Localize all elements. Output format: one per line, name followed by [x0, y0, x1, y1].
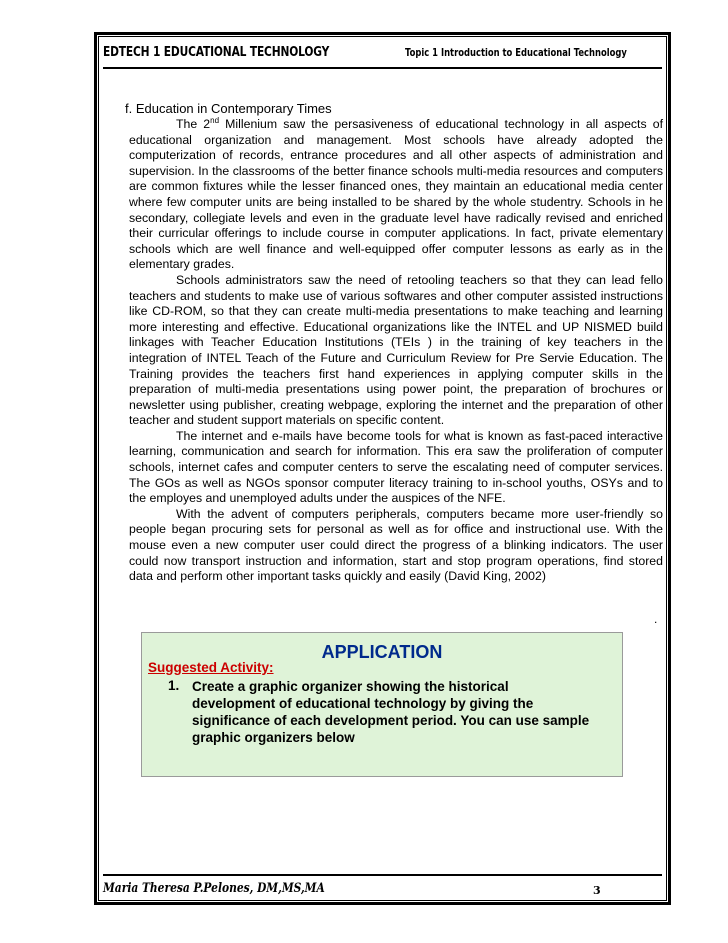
paragraph-1-rest: Millenium saw the persasiveness of educational technology in all aspects of educational organization and management. Most schools have already adopted the computerization of records, entrance procedures and all other aspects of administration and supervision. In the classrooms of the better finance schools multi-media resources and computers are common fixtures while the lesser financed ones, they maintain an educational media center where few computer units are being installed to be shared by the whole studentry. Schools in he secondary, collegiate levels and even in the graduate level have radically revised and enriched their curricular offerings to include course in computer applications. In fact, private elementary schools which are well finance and well-equipped offer computer lessons as early as in the elementary grades. [129, 117, 663, 272]
page-number: 3 [593, 884, 601, 897]
application-title: APPLICATION [321, 642, 443, 662]
paragraph-1-start: The 2 [176, 117, 211, 131]
paragraph-2: Schools administrators saw the need of retooling teachers so that they can lead fello teachers and students to make use of various softwares and other computer assisted instructions like CD-ROM, so that they can create multi-media presentations to make teaching and learning more interesting and effective. Educational organizations like the INTEL and UP NISMED build linkages with Teacher Education Institutions (TEIs ) in the training of key teachers in the integration of INTEL Teach of the Future and Curriculum Review for Pre Servie Education. The Training provides the teachers first hand experiences in applying computer skills in the preparation of multi-media presentations using power point, the preparation of brochures or newsletter using publisher, creating webpage, exploring the internet and the preparation of other teacher and student support materials on specific content. [129, 272, 663, 428]
suggested-activity-label: Suggested Activity: [148, 660, 274, 675]
activity-text: Create a graphic organizer showing the historical development of educational technology by giving the significance of each development period. You can use sample graphic organizers below [192, 679, 590, 745]
section-heading: f. Education in Contemporary Times [125, 101, 332, 116]
page-header [103, 45, 662, 69]
stray-period: . [654, 612, 658, 626]
header-topic-title: Topic 1 Introduction to Educational Technology [405, 47, 627, 59]
paragraph-3: The internet and e-mails have become tools for what is known as fast-paced interactive learning, communication and search for information. This era saw the proliferation of computer schools, internet cafes and computer centers to serve the escalating need of computer services. The GOs as well as NGOs sponsor computer literacy training to in-school youths, OSYs and to the employes and unemployed adults under the auspices of the NFE. [129, 428, 663, 506]
main-content [125, 101, 663, 585]
footer-rule [103, 874, 662, 876]
paragraph-1 [129, 117, 663, 273]
activity-number: 1. [168, 678, 180, 693]
ordinal-superscript: nd [210, 115, 220, 125]
footer-author: Maria Theresa P.Pelones, DM,MS,MA [103, 881, 325, 896]
paragraph-4: With the advent of computers peripherals, computers became more user-friendly so people began procuring sets for personal as well as for office and instructional use. With the mouse even a new computer user could direct the progress of a blinking indicators. The user could now transport instruction and information, start and stop program operations, find stored data and perform other important tasks quickly and easily (David King, 2002) [129, 506, 663, 584]
header-course-title: EDTECH 1 EDUCATIONAL TECHNOLOGY [103, 45, 330, 60]
